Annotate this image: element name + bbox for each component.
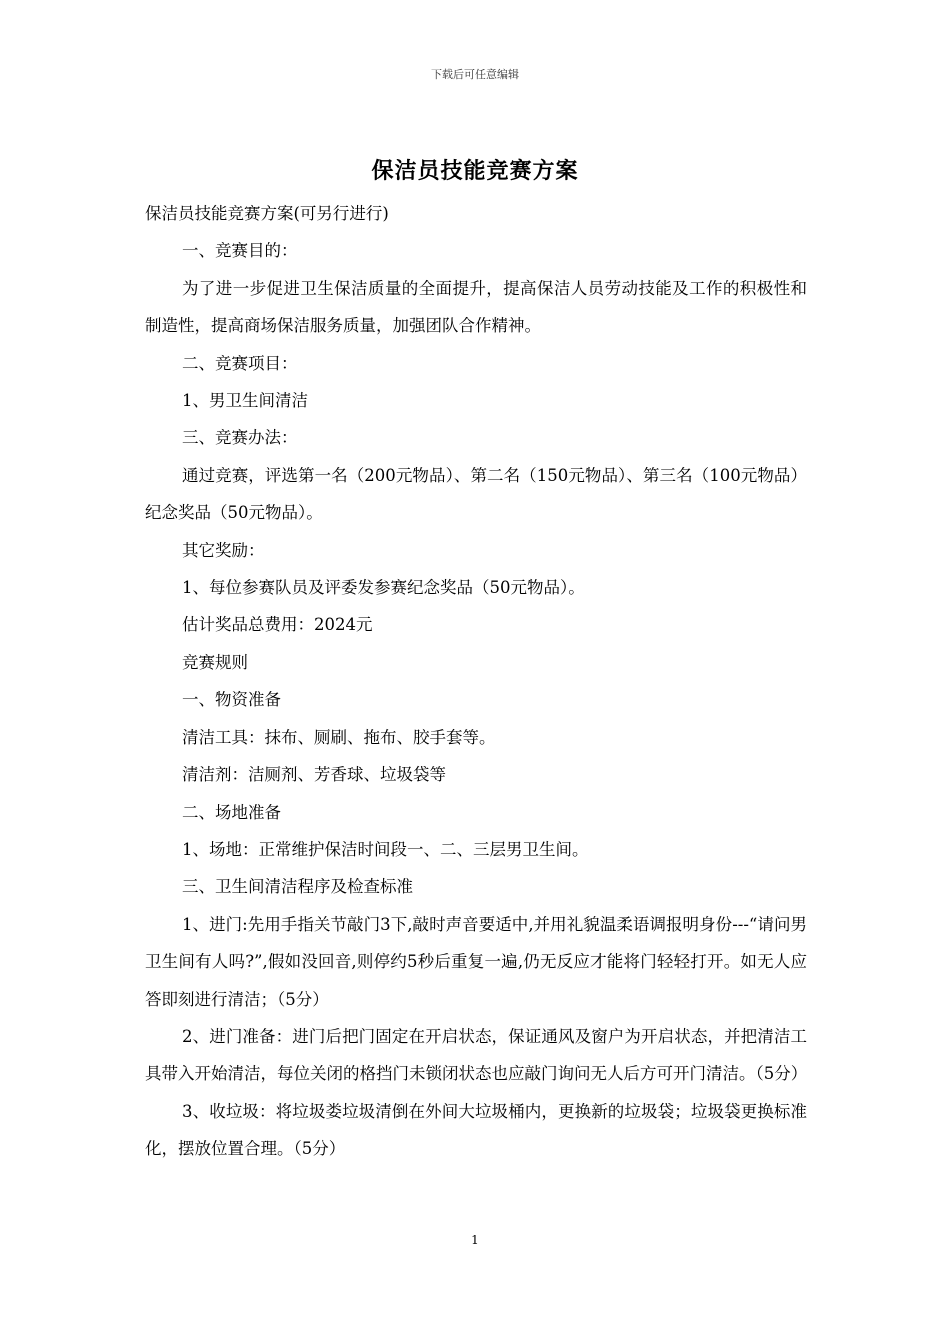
paragraph: 1、男卫生间清洁 — [182, 391, 308, 411]
paragraph: 二、场地准备 — [182, 802, 281, 822]
page-number: 1 — [471, 1233, 479, 1247]
page-header: 下载后可任意编辑 — [431, 68, 519, 81]
paragraph: 其它奖励： — [182, 540, 265, 560]
paragraph: 一、物资准备 — [182, 690, 281, 710]
paragraph: 通过竞赛，评选第一名（200元物品）、第二名（150元物品）、第三名（100元物品）纪念奖品（50元物品）。 — [145, 465, 807, 523]
paragraph: 2、进门准备：进门后把门固定在开启状态，保证通风及窗户为开启状态，并把清洁工具带入开始清洁，每位关闭的格挡门未锁闭状态也应敲门询问无人后方可开门清洁。（5分） — [145, 1026, 808, 1084]
paragraph: 估计奖品总费用：2024元 — [182, 615, 373, 635]
paragraph: 1、进门:先用手指关节敲门3下,敲时声音要适中,并用礼貌温柔语调报明身份---“请问男卫生间有人吗?”,假如没回音,则停约5秒后重复一遍,仍无反应才能将门轻轻打开。如无人应答即刻进行清洁；（5分） — [145, 914, 807, 1009]
paragraph: 竞赛规则 — [182, 652, 248, 672]
paragraph: 二、竞赛项目： — [182, 353, 298, 373]
paragraph: 3、收垃圾：将垃圾娄垃圾清倒在外间大垃圾桶内，更换新的垃圾袋；垃圾袋更换标准化，摆放位置合理。（5分） — [145, 1101, 807, 1159]
paragraph: 清洁剂：洁厕剂、芳香球、垃圾袋等 — [182, 765, 446, 785]
paragraph: 三、卫生间清洁程序及检查标准 — [182, 877, 413, 897]
paragraph: 1、场地：正常维护保洁时间段一、二、三层男卫生间。 — [182, 839, 589, 859]
paragraph: 保洁员技能竞赛方案(可另行进行) — [145, 204, 389, 223]
document-title: 保洁员技能竞赛方案 — [371, 158, 579, 184]
paragraph: 清洁工具：抹布、厕刷、拖布、胶手套等。 — [182, 727, 496, 747]
paragraph: 为了进一步促进卫生保洁质量的全面提升，提高保洁人员劳动技能及工作的积极性和制造性，提高商场保洁服务质量，加强团队合作精神。 — [145, 278, 807, 336]
paragraph: 三、竞赛办法： — [182, 428, 298, 448]
paragraph: 一、竞赛目的： — [182, 241, 298, 261]
paragraph: 1、每位参赛队员及评委发参赛纪念奖品（50元物品）。 — [182, 578, 585, 598]
document-body — [145, 195, 807, 1168]
